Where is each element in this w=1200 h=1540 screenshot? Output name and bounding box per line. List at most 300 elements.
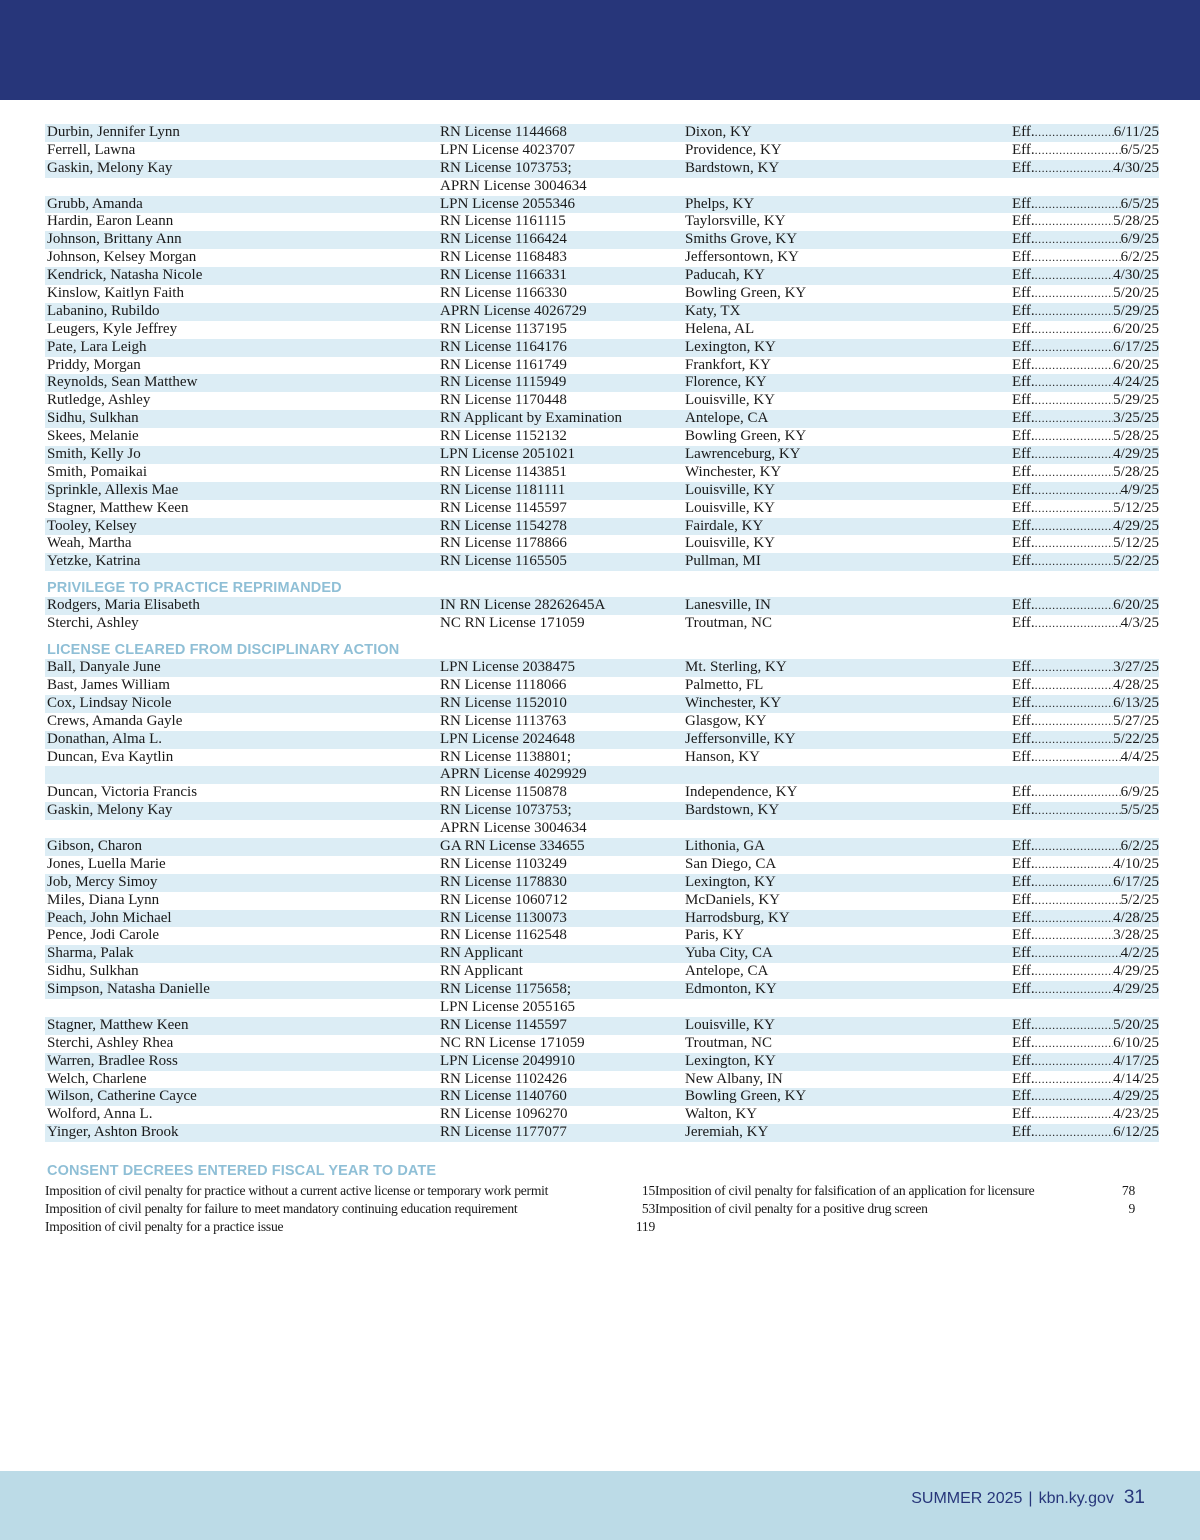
licensee-name: Weah, Martha xyxy=(47,535,132,552)
license-number: RN License 1166331 xyxy=(440,267,567,284)
licensee-city: Independence, KY xyxy=(685,784,798,801)
licensee-name: Bast, James William xyxy=(47,676,170,693)
effective-date-cell xyxy=(1012,820,1159,838)
licensee-name: Gaskin, Melony Kay xyxy=(47,159,173,176)
licensee-city: Phelps, KY xyxy=(685,195,755,212)
eff-label: Eff. xyxy=(1012,213,1035,230)
effective-date-cell xyxy=(1012,1124,1159,1142)
licensee-name: Wilson, Catherine Cayce xyxy=(47,1088,197,1105)
consent-count: 15 xyxy=(641,1183,655,1198)
licensee-city: Taylorsville, KY xyxy=(685,213,786,230)
consent-description: Imposition of civil penalty for a practice issue xyxy=(45,1218,284,1234)
dot-leader xyxy=(1035,1053,1114,1071)
table-row xyxy=(45,749,1159,767)
dot-leader xyxy=(1035,945,1121,963)
effective-date: 4/29/25 xyxy=(1113,981,1159,998)
effective-date: 4/14/25 xyxy=(1113,1070,1159,1087)
license-number: RN License 1154278 xyxy=(440,517,567,534)
footer xyxy=(911,1486,1145,1510)
dot-leader xyxy=(1035,231,1121,249)
table-row xyxy=(45,695,1159,713)
licensee-name: Ferrell, Lawna xyxy=(47,141,136,158)
consent-row xyxy=(655,1200,1135,1218)
table-row xyxy=(45,196,1159,214)
dot-leader xyxy=(1035,196,1121,214)
dot-leader xyxy=(1035,374,1114,392)
effective-date: 6/20/25 xyxy=(1113,356,1159,373)
table-row xyxy=(45,231,1159,249)
licensee-city: Bowling Green, KY xyxy=(685,285,807,302)
licensee-name: Miles, Diana Lynn xyxy=(47,891,160,908)
eff-label: Eff. xyxy=(1012,195,1035,212)
dot-leader xyxy=(1035,856,1114,874)
licensee-name: Kendrick, Natasha Nicole xyxy=(47,267,203,284)
license-number: LPN License 2024648 xyxy=(440,730,575,747)
licensee-name: Stagner, Matthew Keen xyxy=(47,499,189,516)
effective-date: 6/9/25 xyxy=(1120,784,1159,801)
effective-date: 6/13/25 xyxy=(1113,694,1159,711)
licensee-name: Pate, Lara Leigh xyxy=(47,338,147,355)
license-number: LPN License 2051021 xyxy=(440,446,575,463)
effective-date: 5/27/25 xyxy=(1113,712,1159,729)
licensee-city: Winchester, KY xyxy=(685,694,782,711)
license-number: RN License 1143851 xyxy=(440,463,567,480)
effective-date-cell xyxy=(1012,124,1159,142)
dot-leader xyxy=(1035,892,1121,910)
table-row xyxy=(45,784,1159,802)
license-number: RN License 1166330 xyxy=(440,285,567,302)
effective-date: 4/2/25 xyxy=(1120,945,1159,962)
effective-date: 5/22/25 xyxy=(1113,730,1159,747)
effective-date: 6/20/25 xyxy=(1113,597,1159,614)
effective-date-cell xyxy=(1012,659,1159,677)
consent-count: 9 xyxy=(1128,1200,1135,1216)
table-row xyxy=(45,820,1159,838)
dot-leader xyxy=(1035,1106,1114,1124)
effective-date: 6/5/25 xyxy=(1120,195,1159,212)
licensee-city: Jeffersonville, KY xyxy=(685,730,796,747)
dot-leader xyxy=(1035,357,1114,375)
licensee-city: Edmonton, KY xyxy=(685,981,777,998)
effective-date: 3/28/25 xyxy=(1113,927,1159,944)
table-row xyxy=(45,1035,1159,1053)
effective-date: 4/30/25 xyxy=(1113,267,1159,284)
table-row xyxy=(45,927,1159,945)
effective-date-cell xyxy=(1012,856,1159,874)
effective-date-cell xyxy=(1012,267,1159,285)
license-number: RN License 1150878 xyxy=(440,784,567,801)
licensee-name: Reynolds, Sean Matthew xyxy=(47,374,198,391)
license-number: RN Applicant by Examination xyxy=(440,410,623,427)
eff-label: Eff. xyxy=(1012,428,1035,445)
table-row xyxy=(45,856,1159,874)
effective-date: 4/10/25 xyxy=(1113,855,1159,872)
eff-label: Eff. xyxy=(1012,267,1035,284)
consent-row xyxy=(45,1182,655,1200)
licensee-name: Gaskin, Melony Kay xyxy=(47,802,173,819)
effective-date-cell xyxy=(1012,196,1159,214)
effective-date: 4/29/25 xyxy=(1113,517,1159,534)
license-number: RN License 1162548 xyxy=(440,927,567,944)
licensee-name: Warren, Bradlee Ross xyxy=(47,1052,178,1069)
effective-date: 6/11/25 xyxy=(1113,124,1159,140)
effective-date: 5/20/25 xyxy=(1113,285,1159,302)
effective-date-cell xyxy=(1012,981,1159,999)
effective-date-cell xyxy=(1012,374,1159,392)
table-row xyxy=(45,142,1159,160)
table-row xyxy=(45,981,1159,999)
licensee-name: Smith, Pomaikai xyxy=(47,463,148,480)
footer-issue: SUMMER 2025 xyxy=(911,1490,1023,1507)
table-row xyxy=(45,910,1159,928)
eff-label: Eff. xyxy=(1012,712,1035,729)
licensee-city: Katy, TX xyxy=(685,302,741,319)
dot-leader xyxy=(1035,615,1121,633)
effective-date-cell xyxy=(1012,695,1159,713)
eff-label: Eff. xyxy=(1012,338,1035,355)
consent-left-column xyxy=(45,1182,655,1236)
effective-date-cell xyxy=(1012,999,1159,1017)
effective-date: 4/29/25 xyxy=(1113,1088,1159,1105)
licensee-city: Lithonia, GA xyxy=(685,837,765,854)
dot-leader xyxy=(1035,535,1114,553)
eff-label: Eff. xyxy=(1012,694,1035,711)
licensee-city: Louisville, KY xyxy=(685,481,775,498)
dot-leader xyxy=(1035,446,1114,464)
licensee-name: Cox, Lindsay Nicole xyxy=(47,694,172,711)
effective-date: 4/4/25 xyxy=(1120,748,1159,765)
license-number: APRN License 3004634 xyxy=(440,820,587,837)
effective-date-cell xyxy=(1012,677,1159,695)
dot-leader xyxy=(1035,464,1114,482)
table-row xyxy=(45,597,1159,615)
license-number: RN License 1165505 xyxy=(440,553,567,570)
licensee-city: Palmetto, FL xyxy=(685,676,764,693)
effective-date: 6/2/25 xyxy=(1120,837,1159,854)
effective-date: 5/12/25 xyxy=(1113,499,1159,516)
effective-date-cell xyxy=(1012,249,1159,267)
licensee-city: Troutman, NC xyxy=(685,1034,772,1051)
consent-count: 53 xyxy=(641,1200,655,1216)
licensee-name: Job, Mercy Simoy xyxy=(47,873,158,890)
footer-site: kbn.ky.gov xyxy=(1038,1490,1114,1507)
table-row xyxy=(45,267,1159,285)
effective-date: 3/25/25 xyxy=(1113,410,1159,427)
table-row xyxy=(45,339,1159,357)
effective-date-cell xyxy=(1012,1088,1159,1106)
disciplinary-listing xyxy=(45,124,1159,1142)
eff-label: Eff. xyxy=(1012,855,1035,872)
table-row xyxy=(45,160,1159,178)
table-row xyxy=(45,249,1159,267)
effective-date: 3/27/25 xyxy=(1113,659,1159,676)
table-row xyxy=(45,999,1159,1017)
license-number: RN License 1177077 xyxy=(440,1124,567,1141)
eff-label: Eff. xyxy=(1012,873,1035,890)
table-row xyxy=(45,446,1159,464)
table-row xyxy=(45,464,1159,482)
effective-date: 5/29/25 xyxy=(1113,302,1159,319)
table-row xyxy=(45,766,1159,784)
licensee-city: Dixon, KY xyxy=(685,124,752,140)
eff-label: Eff. xyxy=(1012,1034,1035,1051)
eff-label: Eff. xyxy=(1012,392,1035,409)
table-row xyxy=(45,357,1159,375)
license-number: RN Applicant xyxy=(440,945,523,962)
licensee-city: San Diego, CA xyxy=(685,855,777,872)
table-row xyxy=(45,713,1159,731)
licensee-name: Rutledge, Ashley xyxy=(47,392,151,409)
license-number: RN Applicant xyxy=(440,963,523,980)
dot-leader xyxy=(1035,553,1114,571)
effective-date-cell xyxy=(1012,553,1159,571)
effective-date-cell xyxy=(1012,428,1159,446)
eff-label: Eff. xyxy=(1012,945,1035,962)
licensee-city: Paducah, KY xyxy=(685,267,765,284)
license-number: RN License 1140760 xyxy=(440,1088,567,1105)
table-row xyxy=(45,1053,1159,1071)
license-number: GA RN License 334655 xyxy=(440,837,585,854)
licensee-city: Antelope, CA xyxy=(685,963,769,980)
licensee-city: Providence, KY xyxy=(685,141,782,158)
section-heading: PRIVILEGE TO PRACTICE REPRIMANDED xyxy=(47,580,342,597)
eff-label: Eff. xyxy=(1012,499,1035,516)
licensee-name xyxy=(45,178,440,196)
consent-right-column xyxy=(655,1182,1135,1236)
effective-date-cell xyxy=(1012,1106,1159,1124)
dot-leader xyxy=(1035,500,1114,518)
license-number: RN License 1113763 xyxy=(440,712,567,729)
eff-label: Eff. xyxy=(1012,1124,1035,1141)
eff-label: Eff. xyxy=(1012,446,1035,463)
eff-label: Eff. xyxy=(1012,615,1035,632)
eff-label: Eff. xyxy=(1012,1070,1035,1087)
licensee-city xyxy=(685,766,1012,784)
dot-leader xyxy=(1035,410,1114,428)
license-number: RN License 1096270 xyxy=(440,1106,568,1123)
effective-date: 6/2/25 xyxy=(1120,249,1159,266)
table-row xyxy=(45,963,1159,981)
table-row xyxy=(45,1071,1159,1089)
effective-date: 5/20/25 xyxy=(1113,1016,1159,1033)
license-number: RN License 1060712 xyxy=(440,891,568,908)
effective-date-cell xyxy=(1012,597,1159,615)
eff-label: Eff. xyxy=(1012,320,1035,337)
dot-leader xyxy=(1035,695,1114,713)
dot-leader xyxy=(1035,677,1114,695)
table-row xyxy=(45,213,1159,231)
dot-leader xyxy=(1035,1017,1114,1035)
license-number: LPN License 2049910 xyxy=(440,1052,575,1069)
effective-date-cell xyxy=(1012,784,1159,802)
effective-date-cell xyxy=(1012,615,1159,633)
dot-leader xyxy=(1035,963,1114,981)
licensee-name xyxy=(45,766,440,784)
effective-date-cell xyxy=(1012,464,1159,482)
table-row xyxy=(45,802,1159,820)
licensee-name: Yetzke, Katrina xyxy=(47,553,141,570)
eff-label: Eff. xyxy=(1012,659,1035,676)
licensee-name: Rodgers, Maria Elisabeth xyxy=(47,597,200,614)
licensee-city: Lawrenceburg, KY xyxy=(685,446,801,463)
eff-label: Eff. xyxy=(1012,302,1035,319)
licensee-city: Jeremiah, KY xyxy=(685,1124,769,1141)
effective-date-cell xyxy=(1012,142,1159,160)
table-row xyxy=(45,124,1159,142)
license-number: RN License 1073753; xyxy=(440,159,572,176)
effective-date-cell xyxy=(1012,1017,1159,1035)
licensee-name: Grubb, Amanda xyxy=(47,195,143,212)
eff-label: Eff. xyxy=(1012,553,1035,570)
licensee-city: Lanesville, IN xyxy=(685,597,771,614)
eff-label: Eff. xyxy=(1012,1016,1035,1033)
license-number: LPN License 2055346 xyxy=(440,195,575,212)
effective-date: 5/28/25 xyxy=(1113,213,1159,230)
effective-date-cell xyxy=(1012,321,1159,339)
license-number: RN License 1175658; xyxy=(440,981,572,998)
consent-count: 78 xyxy=(1121,1183,1135,1198)
effective-date-cell xyxy=(1012,518,1159,536)
dot-leader xyxy=(1035,285,1114,303)
licensee-city: Fairdale, KY xyxy=(685,517,764,534)
table-row xyxy=(45,945,1159,963)
table-row xyxy=(45,1088,1159,1106)
effective-date-cell xyxy=(1012,963,1159,981)
dot-leader xyxy=(1035,321,1114,339)
dot-leader xyxy=(1035,981,1114,999)
table-row xyxy=(45,410,1159,428)
effective-date-cell xyxy=(1012,231,1159,249)
licensee-name: Sidhu, Sulkhan xyxy=(47,410,139,427)
licensee-city: Louisville, KY xyxy=(685,499,775,516)
eff-label: Eff. xyxy=(1012,249,1035,266)
licensee-name xyxy=(45,999,440,1017)
table-row xyxy=(45,731,1159,749)
license-number: RN License 1178830 xyxy=(440,873,567,890)
effective-date-cell xyxy=(1012,749,1159,767)
effective-date-cell xyxy=(1012,713,1159,731)
license-number: LPN License 2038475 xyxy=(440,659,575,676)
license-number: RN License 1166424 xyxy=(440,231,567,248)
licensee-name: Yinger, Ashton Brook xyxy=(47,1124,179,1141)
licensee-city: Mt. Sterling, KY xyxy=(685,659,787,676)
licensee-city: Bowling Green, KY xyxy=(685,428,807,445)
effective-date-cell xyxy=(1012,945,1159,963)
dot-leader xyxy=(1035,659,1114,677)
license-number: RN License 1115949 xyxy=(440,374,567,391)
license-number: RN License 1073753; xyxy=(440,802,572,819)
effective-date-cell xyxy=(1012,303,1159,321)
license-number: RN License 1103249 xyxy=(440,855,567,872)
dot-leader xyxy=(1035,731,1114,749)
licensee-city: Paris, KY xyxy=(685,927,745,944)
table-row xyxy=(45,303,1159,321)
section-heading: LICENSE CLEARED FROM DISCIPLINARY ACTION xyxy=(47,642,400,659)
licensee-name: Sprinkle, Allexis Mae xyxy=(47,481,179,498)
effective-date: 5/2/25 xyxy=(1120,891,1159,908)
license-number: LPN License 4023707 xyxy=(440,141,575,158)
dot-leader xyxy=(1035,1088,1114,1106)
licensee-city: Hanson, KY xyxy=(685,748,760,765)
consent-description: Imposition of civil penalty for practice without a current active license or temporary work permit xyxy=(45,1183,549,1198)
licensee-city: Louisville, KY xyxy=(685,1016,775,1033)
eff-label: Eff. xyxy=(1012,517,1035,534)
effective-date-cell xyxy=(1012,213,1159,231)
dot-leader xyxy=(1035,910,1114,928)
license-number: RN License 1145597 xyxy=(440,1016,567,1033)
dot-leader xyxy=(1035,1124,1114,1142)
licensee-city: Troutman, NC xyxy=(685,615,772,632)
licensee-city: Winchester, KY xyxy=(685,463,782,480)
licensee-city: Jeffersontown, KY xyxy=(685,249,799,266)
table-row xyxy=(45,874,1159,892)
licensee-name: Pence, Jodi Carole xyxy=(47,927,160,944)
dot-leader xyxy=(1035,784,1121,802)
licensee-city: Yuba City, CA xyxy=(685,945,773,962)
licensee-name: Tooley, Kelsey xyxy=(47,517,137,534)
consent-description: Imposition of civil penalty for falsification of an application for licensure xyxy=(655,1183,1035,1198)
effective-date: 4/9/25 xyxy=(1120,481,1159,498)
eff-label: Eff. xyxy=(1012,748,1035,765)
dot-leader xyxy=(1035,1071,1114,1089)
eff-label: Eff. xyxy=(1012,927,1035,944)
dot-leader xyxy=(1035,838,1121,856)
effective-date-cell xyxy=(1012,392,1159,410)
licensee-name: Donathan, Alma L. xyxy=(47,730,162,747)
license-number: APRN License 4029929 xyxy=(440,766,587,783)
table-row xyxy=(45,321,1159,339)
eff-label: Eff. xyxy=(1012,410,1035,427)
table-row xyxy=(45,659,1159,677)
licensee-city: Harrodsburg, KY xyxy=(685,909,790,926)
eff-label: Eff. xyxy=(1012,481,1035,498)
dot-leader xyxy=(1035,482,1121,500)
effective-date: 5/12/25 xyxy=(1113,535,1159,552)
effective-date: 4/24/25 xyxy=(1113,374,1159,391)
license-number: RN License 1118066 xyxy=(440,676,567,693)
licensee-name: Duncan, Eva Kaytlin xyxy=(47,748,174,765)
licensee-city xyxy=(685,820,1012,838)
effective-date-cell xyxy=(1012,178,1159,196)
table-row xyxy=(45,500,1159,518)
effective-date: 5/22/25 xyxy=(1113,553,1159,570)
licensee-name: Jones, Luella Marie xyxy=(47,855,166,872)
effective-date-cell xyxy=(1012,535,1159,553)
licensee-city xyxy=(685,178,1012,196)
licensee-city: New Albany, IN xyxy=(685,1070,783,1087)
dot-leader xyxy=(1035,267,1114,285)
license-number: RN License 1152132 xyxy=(440,428,567,445)
dot-leader xyxy=(1035,213,1114,231)
eff-label: Eff. xyxy=(1012,463,1035,480)
licensee-city: Walton, KY xyxy=(685,1106,758,1123)
effective-date-cell xyxy=(1012,802,1159,820)
consent-count: 119 xyxy=(635,1218,655,1234)
effective-date: 5/28/25 xyxy=(1113,463,1159,480)
license-number: RN License 1181111 xyxy=(440,481,566,498)
licensee-city: Florence, KY xyxy=(685,374,767,391)
effective-date-cell xyxy=(1012,482,1159,500)
page-number: 31 xyxy=(1123,1487,1145,1508)
licensee-city: Pullman, MI xyxy=(685,553,761,570)
eff-label: Eff. xyxy=(1012,802,1035,819)
consent-row xyxy=(45,1200,655,1218)
dot-leader xyxy=(1035,339,1114,357)
consent-decrees xyxy=(45,1162,1159,1236)
dot-leader xyxy=(1035,597,1114,615)
license-number: APRN License 4026729 xyxy=(440,302,587,319)
eff-label: Eff. xyxy=(1012,676,1035,693)
